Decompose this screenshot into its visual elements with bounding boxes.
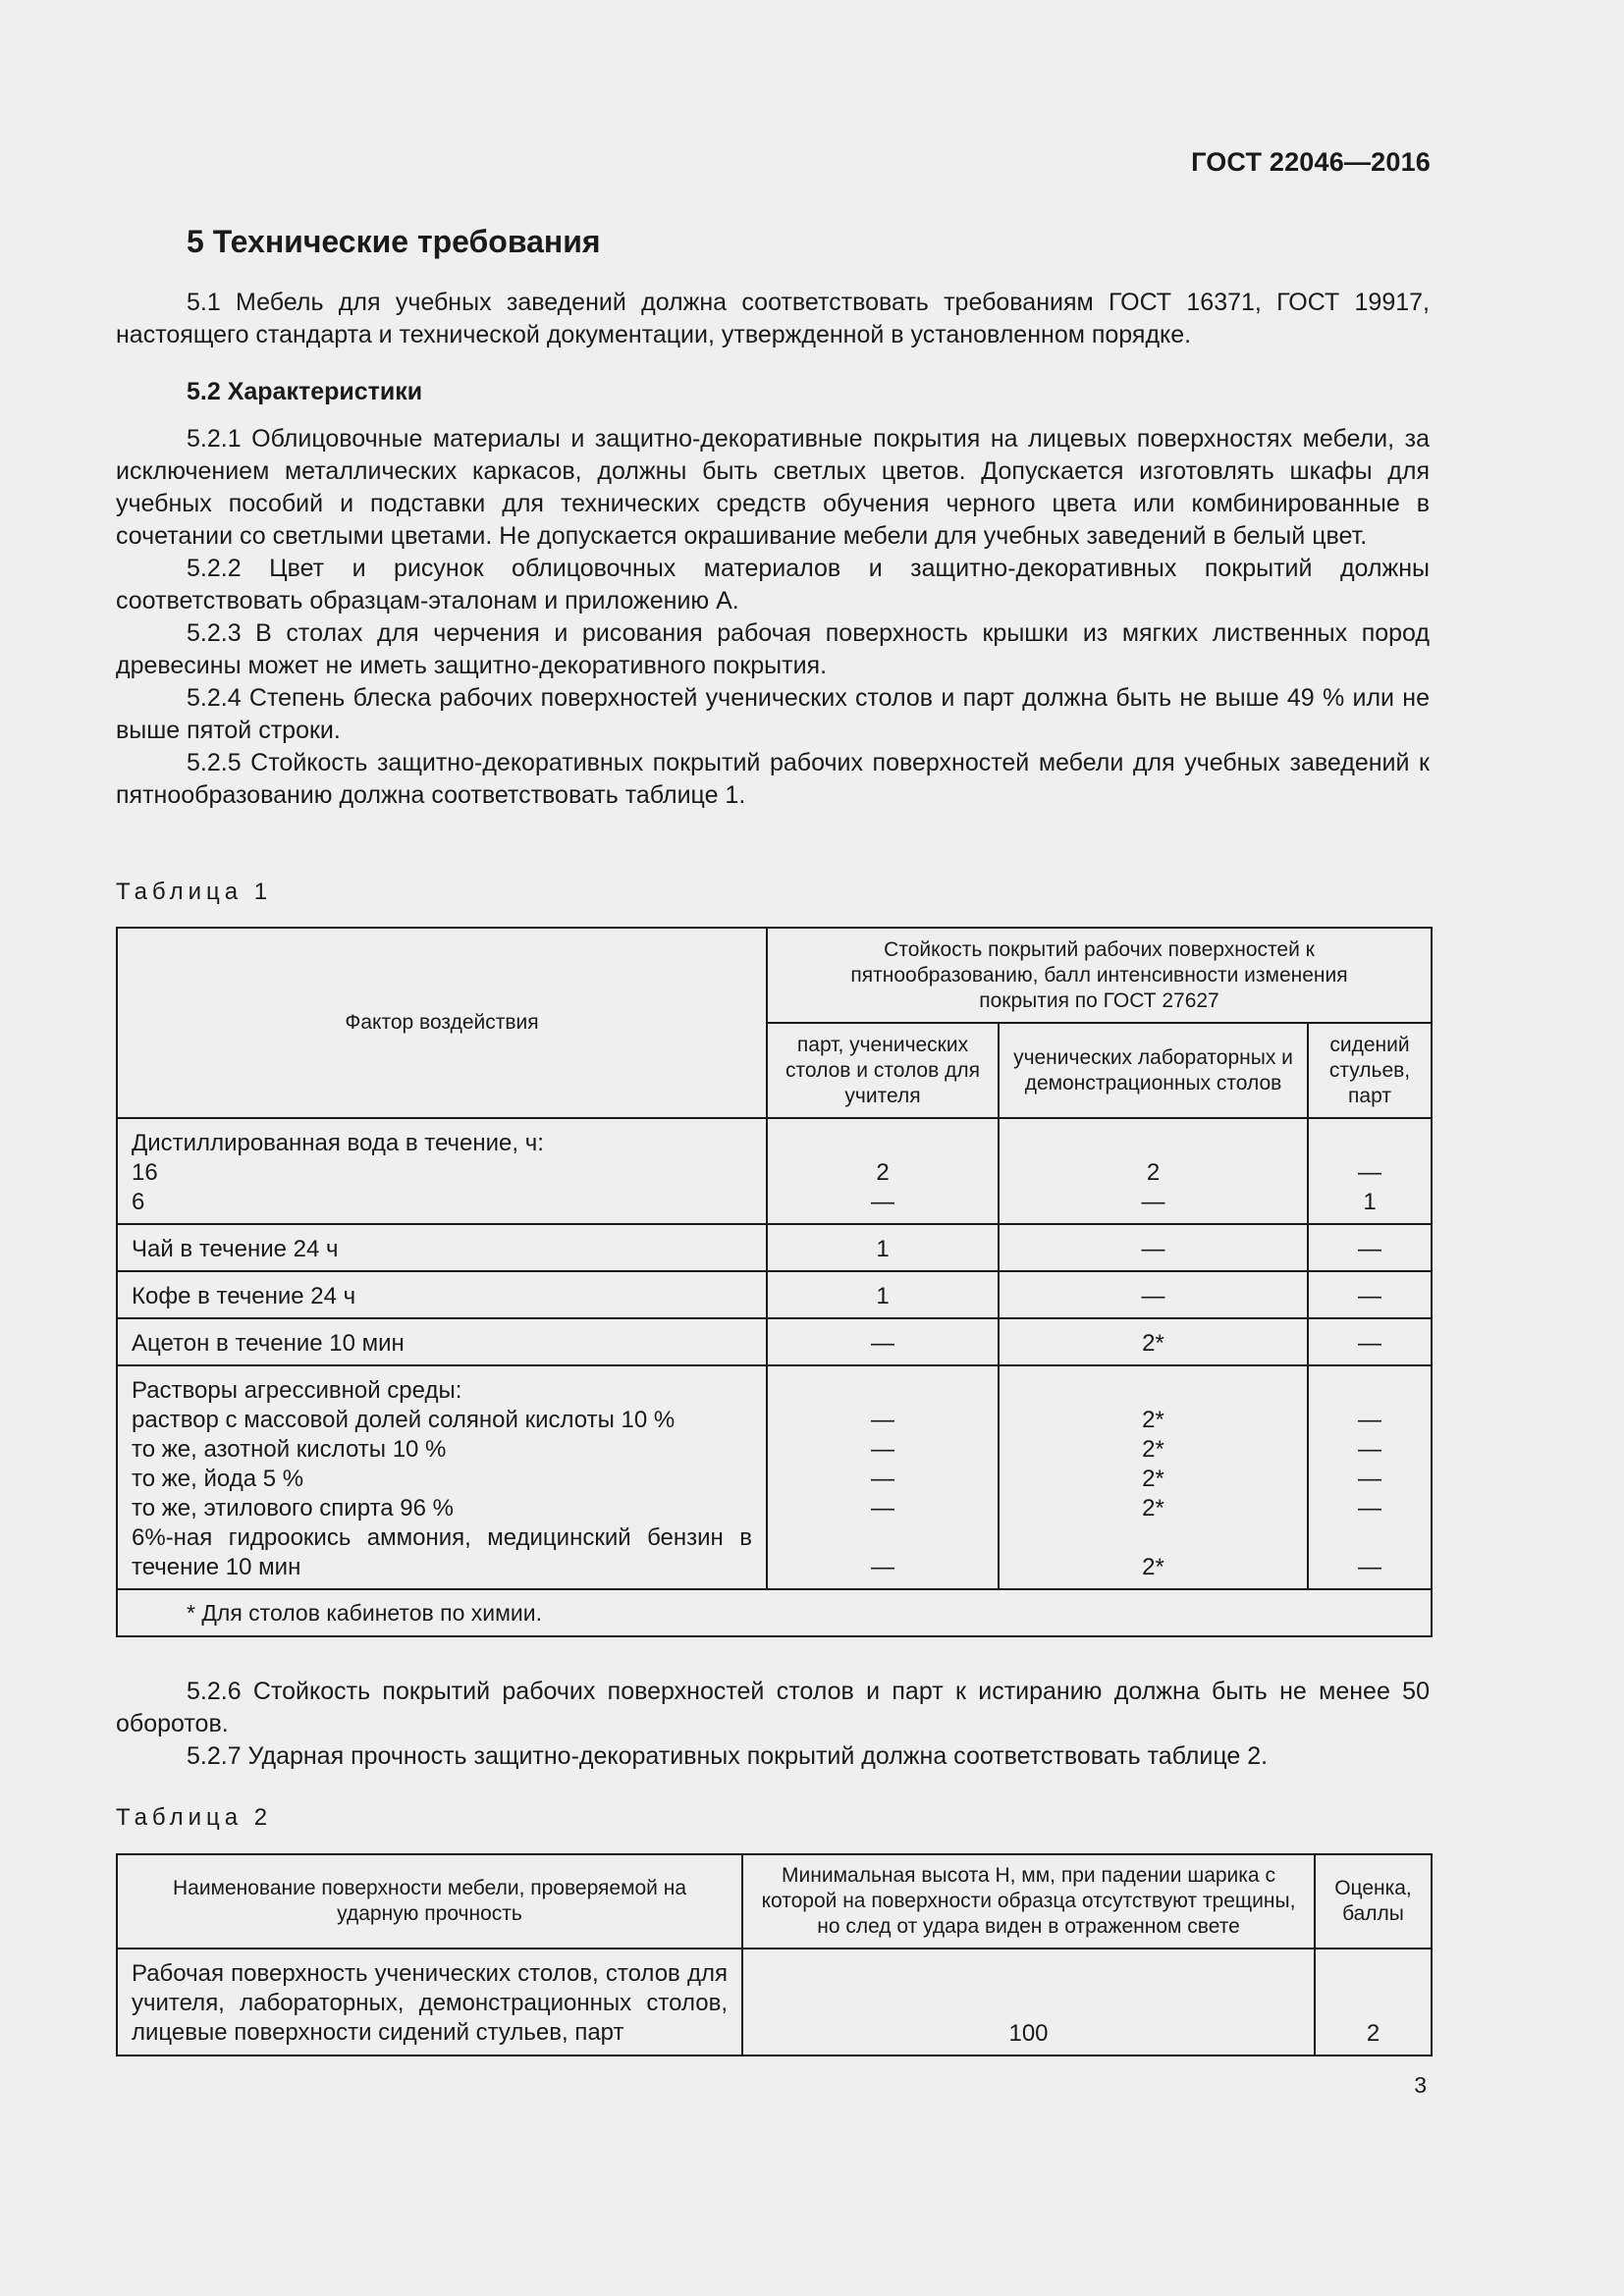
section-title: 5 Технические требования bbox=[187, 224, 601, 259]
table1-cell-a bbox=[767, 1365, 999, 1589]
table1-footnote: * Для столов кабинетов по химии. bbox=[117, 1589, 1432, 1636]
table1-cell-line: 1 bbox=[876, 1236, 890, 1262]
table1-header-col-b: ученических лабораторных и демонстрационных столов bbox=[999, 1023, 1308, 1118]
paragraphs-after-table1 bbox=[116, 1676, 1430, 1773]
paragraph-5-2-3: 5.2.3 В столах для черчения и рисования рабочая поверхность крышки из мягких лиственных пород древесины может не иметь защитно-декоративного покрытия. bbox=[116, 619, 1430, 679]
paragraph: 5.1 Мебель для учебных заведений должна соответствовать требованиям ГОСТ 16371, ГОСТ 19917, настоящего стандарта и технической документации, утвержденной в установленном порядке. bbox=[116, 289, 1430, 348]
table-2 bbox=[116, 1853, 1433, 2056]
table1-cell-b bbox=[999, 1318, 1308, 1365]
table1-cell-factor bbox=[117, 1118, 767, 1224]
table1-row bbox=[117, 1224, 1432, 1271]
table1-cell-line: — bbox=[871, 1330, 894, 1357]
table1-cell-factor bbox=[117, 1224, 767, 1271]
table1-cell-b bbox=[999, 1365, 1308, 1589]
table1-cell-line: — bbox=[1141, 1283, 1165, 1309]
page-number: 3 bbox=[1414, 2072, 1427, 2098]
table1-cell-line: — bbox=[871, 1189, 894, 1215]
table1-cell-line: 6%-ная гидроокись аммония, медицинский бензин в bbox=[132, 1524, 752, 1551]
table1-header-col-c: сидений стульев, парт bbox=[1308, 1023, 1432, 1118]
table1-cell-c bbox=[1308, 1365, 1432, 1589]
table1-cell-line: 2 bbox=[1146, 1159, 1161, 1186]
table1-header-factor: Фактор воздействия bbox=[117, 928, 767, 1118]
table1-cell-line: Ацетон в течение 10 мин bbox=[132, 1330, 405, 1357]
table1-cell-a bbox=[767, 1271, 999, 1318]
table1-cell-line: — bbox=[1358, 1436, 1381, 1463]
table1-cell-line bbox=[1313, 1129, 1427, 1158]
table1-cell-line bbox=[1313, 1376, 1427, 1406]
table2-header-surface: Наименование поверхности мебели, проверяемой на ударную прочность bbox=[117, 1854, 742, 1949]
table1-body bbox=[117, 1118, 1432, 1589]
table1-cell-line: течение 10 мин bbox=[132, 1554, 301, 1580]
table1-cell-factor bbox=[117, 1271, 767, 1318]
table1-cell-c bbox=[1308, 1318, 1432, 1365]
table1-cell-line bbox=[1003, 1376, 1303, 1406]
table1-caption: Таблица 1 bbox=[116, 879, 273, 905]
table1-cell-line: — bbox=[1358, 1554, 1381, 1580]
table1-cell-c bbox=[1308, 1224, 1432, 1271]
table1-cell-line: то же, йода 5 % bbox=[132, 1466, 304, 1492]
table1-cell-line: — bbox=[1141, 1236, 1165, 1262]
subsection-heading: 5.2 Характеристики bbox=[187, 378, 423, 405]
table2-header-score: Оценка, баллы bbox=[1315, 1854, 1432, 1949]
table1-cell-b bbox=[999, 1271, 1308, 1318]
table1-cell-line: 2* bbox=[1142, 1330, 1164, 1357]
table1-cell-line: 2* bbox=[1142, 1495, 1164, 1522]
table1-cell-b bbox=[999, 1224, 1308, 1271]
table1-cell-line: — bbox=[1358, 1407, 1381, 1433]
table1-cell-line bbox=[1313, 1523, 1427, 1553]
table1-cell-line: Чай в течение 24 ч bbox=[132, 1236, 339, 1262]
table1-cell-line: — bbox=[1358, 1330, 1381, 1357]
table1-row bbox=[117, 1118, 1432, 1224]
table1-cell-line: — bbox=[1141, 1189, 1165, 1215]
subsection-5-2 bbox=[116, 376, 1430, 408]
table1-cell-line: раствор с массовой долей соляной кислоты 10 % bbox=[132, 1407, 676, 1433]
paragraphs-5-2 bbox=[116, 423, 1430, 812]
paragraph-5-2-1: 5.2.1 Облицовочные материалы и защитно-декоративные покрытия на лицевых поверхностях мебели, за исключением металлических каркасов, должны быть светлых цветов. Допускается изготовлять шкафы для учебных пособий и подставки для технических средств обучения черного цвета или комбинированные в сочетании со светлыми цветами. Не допускается окрашивание мебели для учебных заведений в белый цвет. bbox=[116, 425, 1430, 550]
table2-surface-cell: Рабочая поверхность ученических столов, столов для учителя, лабораторных, демонстрационных столов, лицевые поверхности сидений стульев, парт bbox=[117, 1949, 742, 2056]
paragraph-5-2-4: 5.2.4 Степень блеска рабочих поверхностей ученических столов и парт должна быть не выше 49 % или не выше пятой строки. bbox=[116, 684, 1430, 744]
table1-cell-line: то же, азотной кислоты 10 % bbox=[132, 1436, 447, 1463]
table2-caption: Таблица 2 bbox=[116, 1804, 273, 1831]
table1-cell-line: 2* bbox=[1142, 1436, 1164, 1463]
table1-cell-line bbox=[772, 1523, 994, 1553]
table2-score-cell: 2 bbox=[1315, 1949, 1432, 2056]
table1-header-group: Стойкость покрытий рабочих поверхностей к пятнообразованию, балл интенсивности изменения покрытия по ГОСТ 27627 bbox=[767, 928, 1432, 1023]
paragraph-5-2-5: 5.2.5 Стойкость защитно-декоративных покрытий рабочих поверхностей мебели для учебных заведений к пятнообразованию должна соответствовать таблице 1. bbox=[116, 749, 1430, 809]
table1-cell-line: — bbox=[1358, 1159, 1381, 1186]
table1-cell-c bbox=[1308, 1118, 1432, 1224]
table1-cell-line: — bbox=[871, 1436, 894, 1463]
table1-cell-line: — bbox=[871, 1554, 894, 1580]
table1-cell-c bbox=[1308, 1271, 1432, 1318]
table1-cell-line bbox=[1003, 1523, 1303, 1553]
paragraph-5-2-6: 5.2.6 Стойкость покрытий рабочих поверхностей столов и парт к истиранию должна быть не менее 50 оборотов. bbox=[116, 1678, 1430, 1737]
table-1 bbox=[116, 927, 1433, 1637]
table1-cell-line: 16 bbox=[132, 1159, 158, 1186]
table1-row bbox=[117, 1318, 1432, 1365]
table1-cell-line: 1 bbox=[876, 1283, 890, 1309]
table2-header-height: Минимальная высота H, мм, при падении шарика с которой на поверхности образца отсутствуют трещины, но след от удара виден в отраженном свете bbox=[742, 1854, 1315, 1949]
table1-cell-line: — bbox=[1358, 1466, 1381, 1492]
table1-cell-line: 2* bbox=[1142, 1554, 1164, 1580]
table1-cell-line bbox=[772, 1129, 994, 1158]
table1-cell-line: — bbox=[1358, 1236, 1381, 1262]
table1-cell-line: Дистиллированная вода в течение, ч: bbox=[132, 1130, 544, 1156]
table1-row bbox=[117, 1271, 1432, 1318]
table1-cell-factor bbox=[117, 1318, 767, 1365]
table1-cell-line: — bbox=[1358, 1495, 1381, 1522]
table1-cell-line bbox=[1003, 1129, 1303, 1158]
table1-cell-factor bbox=[117, 1365, 767, 1589]
table1-cell-a bbox=[767, 1224, 999, 1271]
table1-cell-line bbox=[772, 1376, 994, 1406]
paragraph-5-2-2: 5.2.2 Цвет и рисунок облицовочных материалов и защитно-декоративных покрытий должны соответствовать образцам-эталонам и приложению А. bbox=[116, 555, 1430, 614]
table1-cell-line: 2* bbox=[1142, 1407, 1164, 1433]
table1-cell-line: — bbox=[871, 1466, 894, 1492]
table1-cell-a bbox=[767, 1118, 999, 1224]
table1-cell-line: 1 bbox=[1363, 1189, 1377, 1215]
table1-cell-line: 6 bbox=[132, 1189, 145, 1215]
table1-row bbox=[117, 1365, 1432, 1589]
document-code: ГОСТ 22046—2016 bbox=[1191, 147, 1431, 177]
table1-cell-line: 2* bbox=[1142, 1466, 1164, 1492]
table1-cell-line: — bbox=[1358, 1283, 1381, 1309]
paragraph-5-1 bbox=[116, 287, 1430, 351]
table1-cell-line: то же, этилового спирта 96 % bbox=[132, 1495, 454, 1522]
table1-cell-b bbox=[999, 1118, 1308, 1224]
table1-cell-a bbox=[767, 1318, 999, 1365]
table1-cell-line: — bbox=[871, 1495, 894, 1522]
paragraph-5-2-7: 5.2.7 Ударная прочность защитно-декоративных покрытий должна соответствовать таблице 2. bbox=[187, 1742, 1269, 1770]
table1-cell-line: Растворы агрессивной среды: bbox=[132, 1377, 462, 1404]
table1-header-col-a: парт, ученических столов и столов для учителя bbox=[767, 1023, 999, 1118]
table1-cell-line: 2 bbox=[876, 1159, 890, 1186]
table1-cell-line: Кофе в течение 24 ч bbox=[132, 1283, 356, 1309]
table2-height-cell: 100 bbox=[742, 1949, 1315, 2056]
table1-cell-line: — bbox=[871, 1407, 894, 1433]
